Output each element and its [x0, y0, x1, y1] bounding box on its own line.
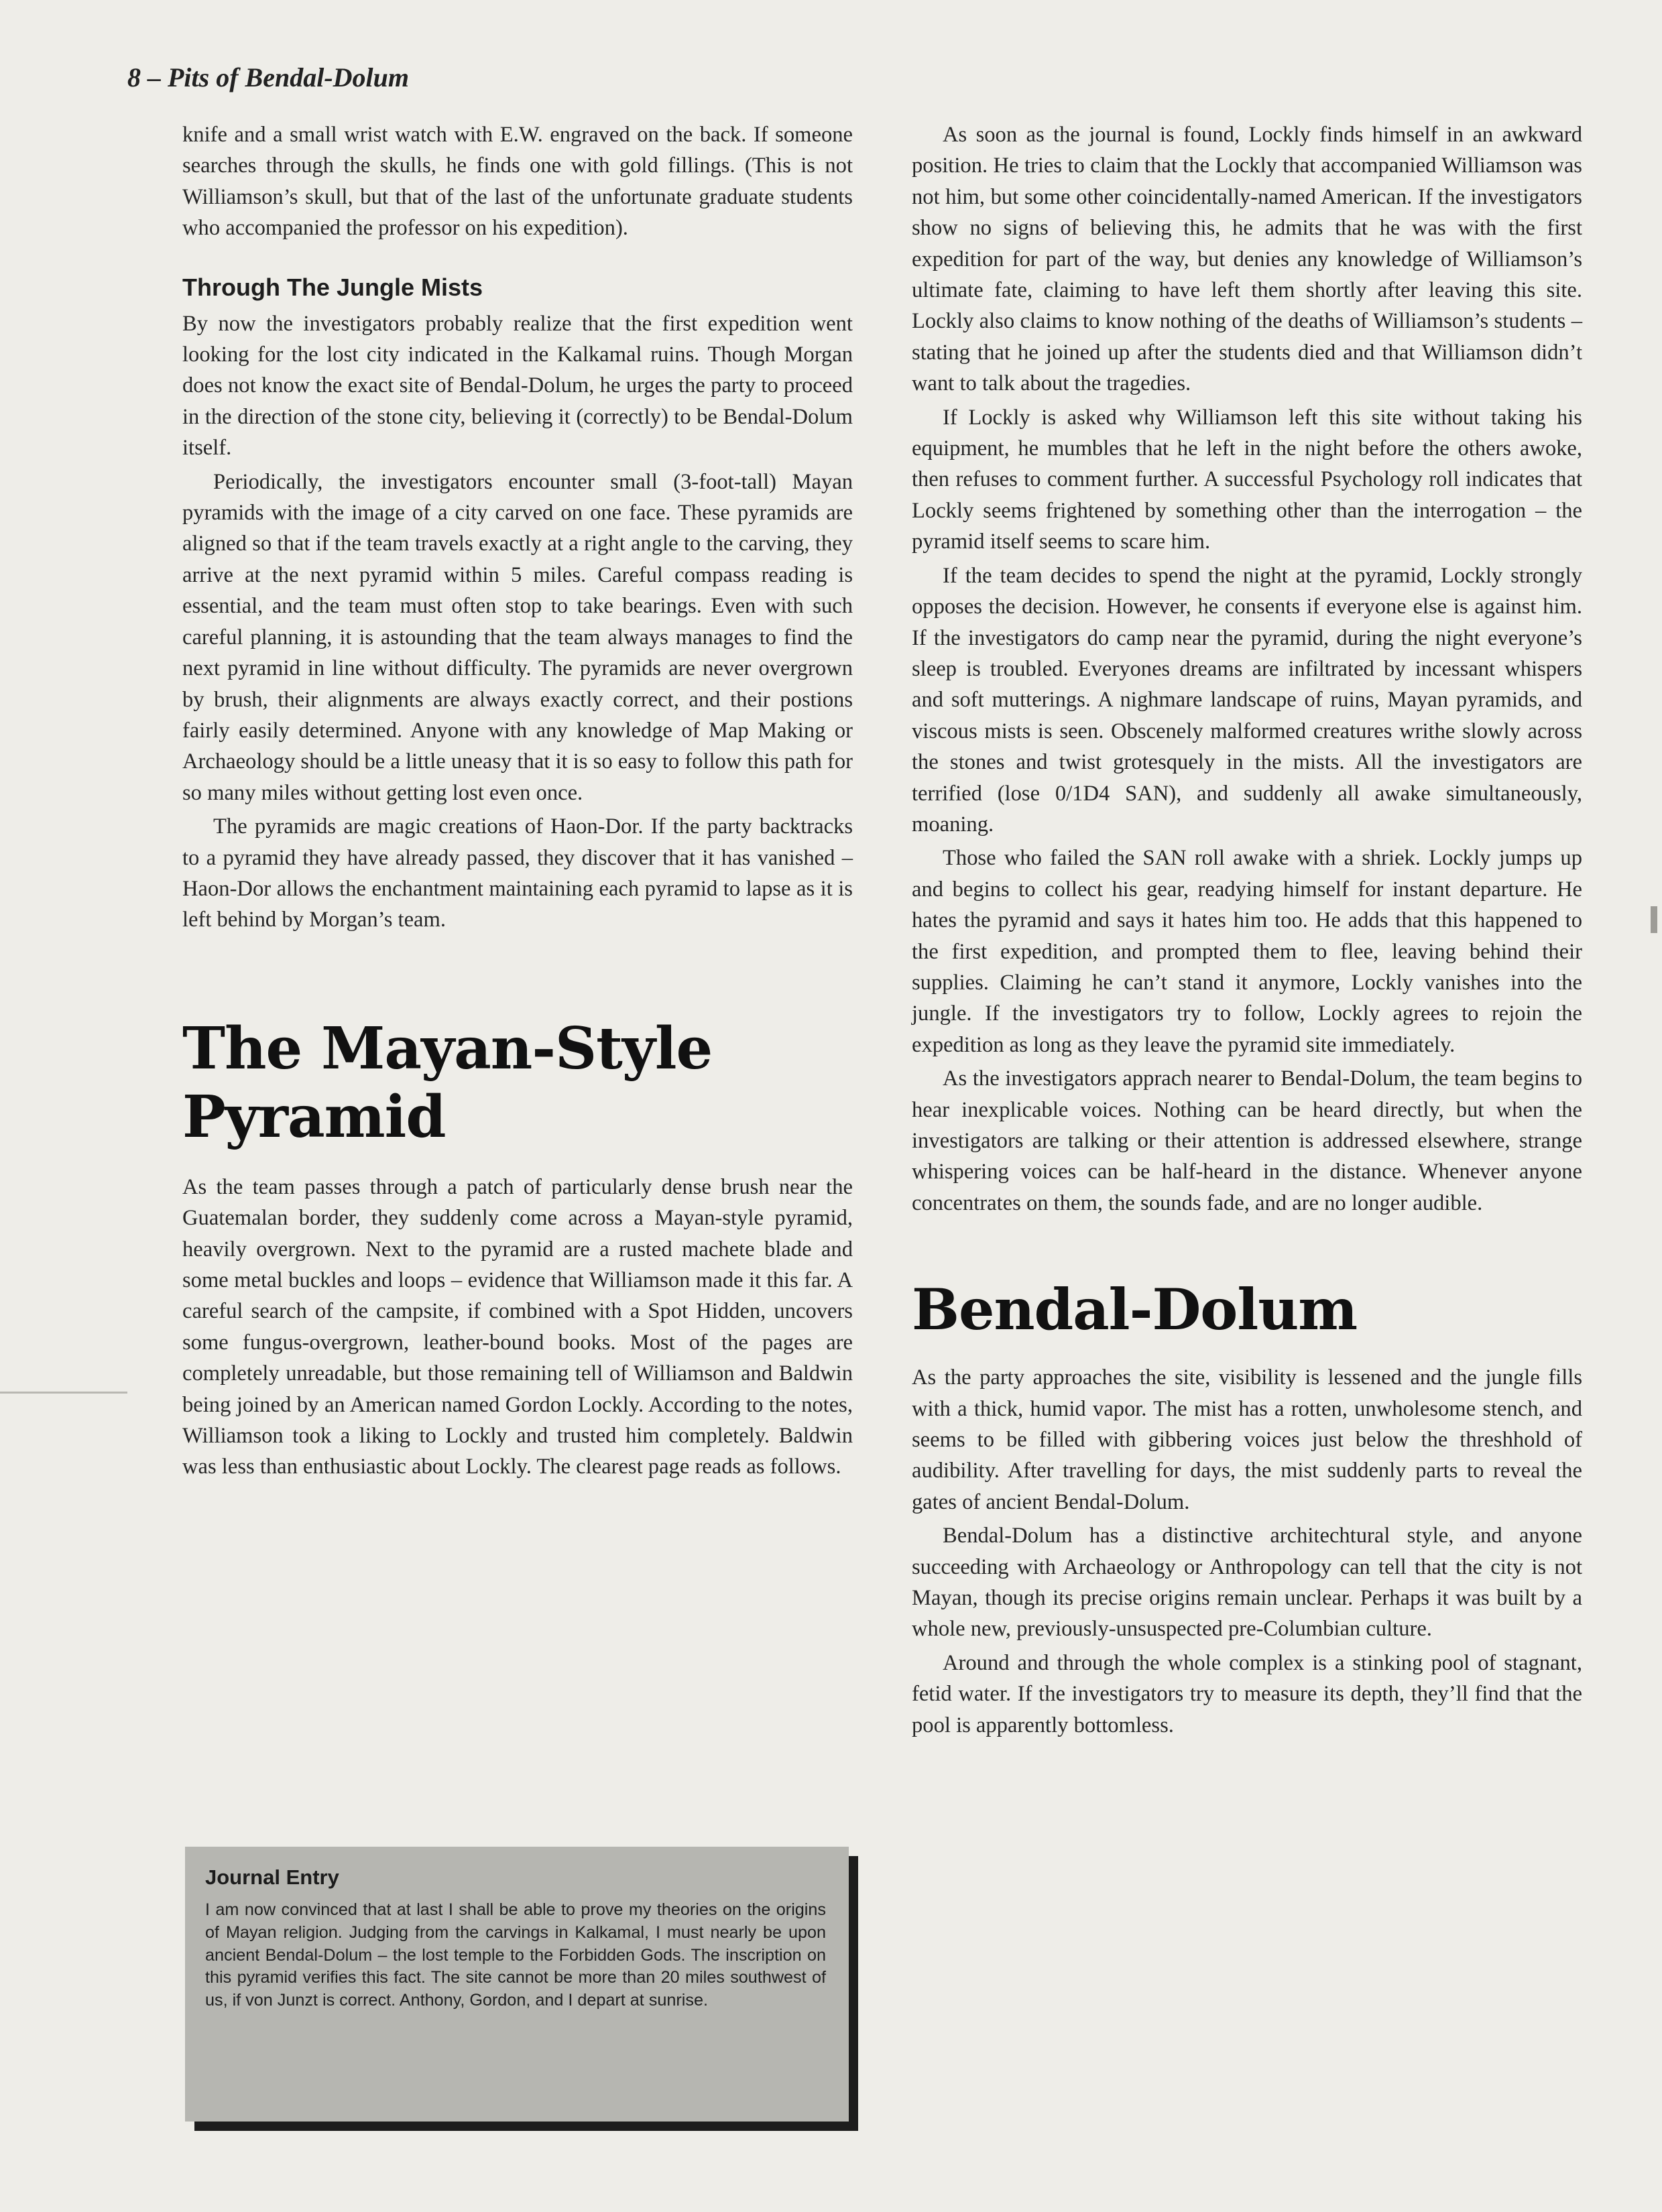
- chapter-title-bendal-dolum: Bendal-Dolum: [912, 1276, 1358, 1343]
- chapter-title: [182, 1015, 853, 1152]
- paragraph: Periodically, the investigators encounter small (3-foot-tall) Mayan pyramids with the image of a city carved on one face. These pyramids are aligned so that if the team travels exactly at a right angle to the carving, they arrive at the next pyramid within 5 miles. Careful compass reading is essential, and the team must often stop to take bearings. Even with such careful planning, it is astounding that the team always manages to find the next pyramid in line without difficulty. The pyramids are never overgrown by brush, their alignments are always exactly correct, and their postions fairly easily determined. Anyone with any knowledge of Map Making or Archaeology should be a little uneasy that it is so easy to follow this path for so many miles without getting lost even once.: [182, 469, 853, 805]
- paragraph: If the team decides to spend the night at the pyramid, Lockly strongly opposes the decision. However, he consents if everyone else is against him. If the investigators do camp near the pyramid, during the night everyone’s sleep is troubled. Everyones dreams are infiltrated by incessant whispers and soft mutterings. A nighmare landscape of ruins, Mayan pyramids, and viscous mists is seen. Obscenely malformed creatures writhe slowly across the stones and twist grotesquely in the mists. All the investigators are terrified (lose 0/1D4 SAN), and suddenly all awake simultaneously, moaning.: [912, 563, 1582, 837]
- left-column: [182, 119, 853, 1483]
- paragraph: Around and through the whole complex is a stinking pool of stagnant, fetid water. If the investigators try to measure its depth, they’ll find that the pool is apparently bottomless.: [912, 1650, 1582, 1737]
- right-column: [912, 119, 1582, 1741]
- journal-entry-text: I am now convinced that at last I shall be able to prove my theories on the origins of Mayan religion. Judging from the carvings in Kalkamal, I must nearly be upon ancient Bendal-Dolum – the lost temple to the Forbidden Gods. The inscription on this pyramid verifies this fact. The site cannot be more than 20 miles southwest of us, if von Junzt is correct. Anthony, Gordon, and I depart at sunrise.: [205, 1900, 826, 2010]
- paragraph: Those who failed the SAN roll awake with a shriek. Lockly jumps up and begins to collect his gear, readying himself for instant departure. He hates the pyramid and says it hates him too. He adds that this happened to the first expedition, and prompted them to flee, leaving behind their supplies. Claiming he can’t stand it anymore, Lockly vanishes into the jungle. If the investigators try to follow, Lockly agrees to rejoin the expedition as long as they leave the pyramid site immediately.: [912, 846, 1582, 1057]
- paragraph: As the team passes through a patch of particularly dense brush near the Guatemalan border, they suddenly come across a Mayan-style pyramid, heavily overgrown. Next to the pyramid are a rusted machete blade and some metal buckles and loops – evidence that Williamson made it this far. A careful search of the campsite, if combined with a Spot Hidden, uncovers some fungus-overgrown, leather-bound books. Most of the pages are completely unreadable, but those remaining tell of Williamson and Baldwin being joined by an American named Gordon Lockly. According to the notes, Williamson took a liking to Lockly and trusted him completely. Baldwin was less than enthusiastic about Lockly. The clearest page reads as follows.: [182, 1174, 853, 1479]
- paragraph: Bendal-Dolum has a distinctive architechtural style, and anyone succeeding with Archaeology or Anthropology can tell that the city is not Mayan, though its precise origins remain unclear. Perhaps it was built by a whole new, previously-unsuspected pre-Columbian culture.: [912, 1524, 1582, 1642]
- paragraph: As soon as the journal is found, Lockly finds himself in an awkward position. He tries to claim that the Lockly that accompanied Williamson was not him, but some other coincidentally-named American. If the investigators show no signs of believing this, he admits that he was with the first expedition for part of the way, but denies any knowledge of Williamson’s ultimate fate, claiming to have left them shortly after leaving this site. Lockly also claims to know nothing of the deaths of Williamson’s students – stating that he joined up after the students died and that Williamson didn’t want to talk about the tragedies.: [912, 123, 1582, 396]
- journal-entry-box: [185, 1847, 849, 2122]
- chapter-title-line-1: The Mayan-Style: [182, 1014, 713, 1083]
- paragraph: As the investigators apprach nearer to Bendal-Dolum, the team begins to hear inexplicable voices. Nothing can be heard directly, but when the investigators are talking or their attention is addressed elsewhere, strange whispering voices can be half-heard in the distance. Whenever anyone concentrates on them, the sounds fade, and are no longer audible.: [912, 1066, 1582, 1215]
- paragraph: As the party approaches the site, visibility is lessened and the jungle fills with a thick, humid vapor. The mist has a rotten, unwholesome stench, and seems to be filled with gibbering voices just below the threshhold of audibility. After travelling for days, the mist suddenly parts to reveal the gates of ancient Bendal-Dolum.: [912, 1365, 1582, 1514]
- paragraph: knife and a small wrist watch with E.W. engraved on the back. If someone searches through the skulls, he finds one with gold fillings. (This is not Williamson’s skull, but that of the last of the unfortunate graduate students who accompanied the professor on his expedition).: [182, 123, 853, 241]
- journal-entry-title: Journal Entry: [205, 1865, 339, 1889]
- scan-edge-mark: [1651, 906, 1657, 933]
- section-heading: Through The Jungle Mists: [182, 273, 483, 301]
- running-header: 8 – Pits of Bendal-Dolum: [127, 62, 410, 93]
- paragraph: If Lockly is asked why Williamson left this site without taking his equipment, he mumbles that he left in the night before the others awoke, then refuses to comment further. A successful Psychology roll indicates that Lockly seems frightened by something other than the interrogation – the pyramid itself seems to scare him.: [912, 405, 1582, 554]
- scan-margin-mark: [0, 1392, 127, 1394]
- paragraph: The pyramids are magic creations of Haon-Dor. If the party backtracks to a pyramid they have already passed, they discover that it has vanished – Haon-Dor allows the enchantment maintaining each pyramid to lapse as it is left behind by Morgan’s team.: [182, 814, 853, 932]
- chapter-title-line-2: Pyramid: [182, 1083, 446, 1151]
- paragraph: By now the investigators probably realize that the first expedition went looking for the lost city indicated in the Kalkamal ruins. Though Morgan does not know the exact site of Bendal-Dolum, he urges the party to proceed in the direction of the stone city, believing it (correctly) to be Bendal-Dolum itself.: [182, 311, 853, 460]
